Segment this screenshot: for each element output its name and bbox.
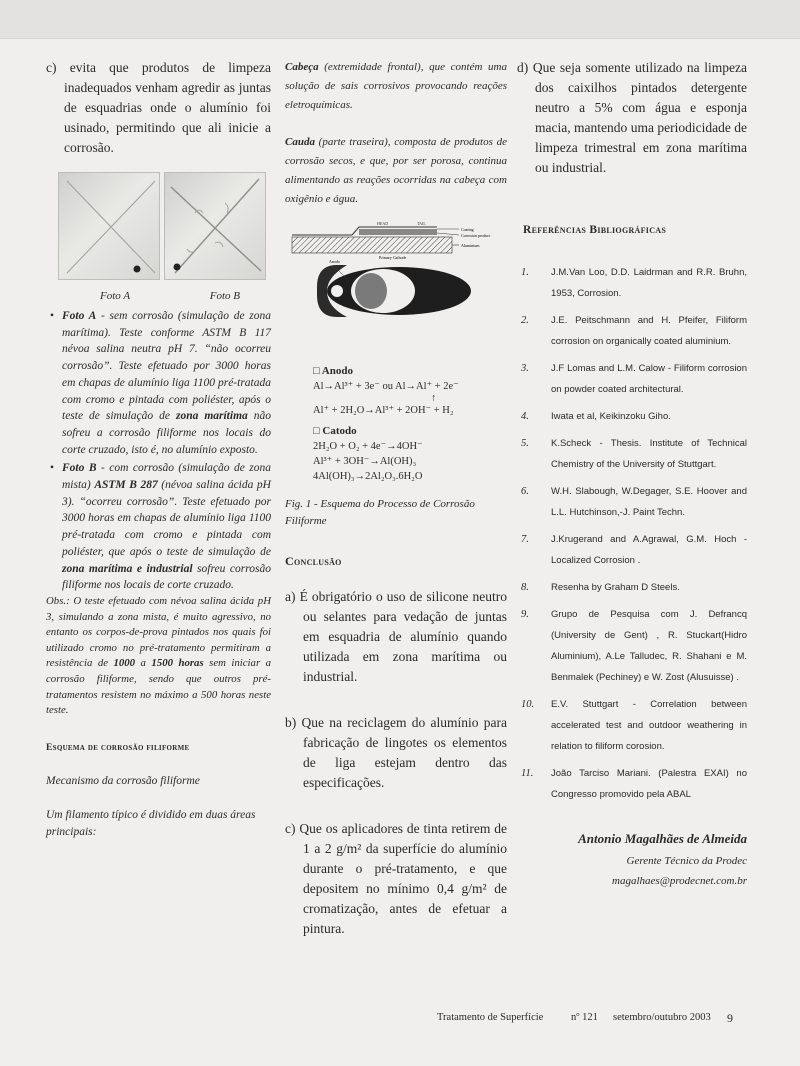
cabeca-paragraph: Cabeça (extremidade frontal), que contém uma solução de sais corrosivos provocando reações eletroquímicas. <box>285 61 507 111</box>
esquema-heading: Esquema de corrosão filiforme <box>46 742 190 753</box>
cabeca-term: Cabeça <box>285 61 319 73</box>
filiform-corrosion-diagram <box>287 221 502 357</box>
photo-a-hole <box>134 266 141 273</box>
references-list <box>517 262 747 805</box>
author-email[interactable]: magalhaes@prodecnet.com.br <box>612 875 747 887</box>
footer-journal: Tratamento de Superfície <box>437 1012 544 1023</box>
label-head: HEAD <box>377 221 389 226</box>
reference-item <box>517 481 747 523</box>
catodo-eq-2: Al³⁺ + 3OH⁻→Al(OH)₃ <box>313 456 417 467</box>
reference-text: Iwata et al, Keikinzoku Giho. <box>551 411 671 422</box>
reference-number: 9. <box>521 609 529 620</box>
reference-item <box>517 358 747 400</box>
item-c-evita: c) evita que produtos de limpeza inadequados venham agredir as juntas de esquadrias onde o alumínio foi usinado, permitindo que ali inicie a corrosão. <box>46 60 271 155</box>
label-tail: TAIL <box>417 221 426 226</box>
anodo-arrow: ↑ <box>431 393 437 404</box>
foto-a-description: • Foto A - sem corrosão (simulação de zona marítima). Teste conforme ASTM B 117 névoa salina neutra pH 7. “não ocorreu corrosão”. Teste efetuado por 3000 horas em chapas de alumínio liga 1100 pré-tratada com cromo e pintada com poliéster, após o teste de simulação de zona marítima não sofreu a corrosão filiforme nos locais do corte cruzado, isto é, no alumínio exposto. <box>46 308 271 458</box>
aluminium-substrate <box>292 237 452 253</box>
photo-a <box>58 172 160 280</box>
foto-b-description: • Foto B - com corrosão (simulação de zona mista) ASTM B 287 (névoa salina ácida pH 3). “ocorreu corrosão”. Teste efetuado por 3000 horas em chapas de alumínio liga 1100 pré-tratada com cromo e pintada com poliéster, que após o teste de simulação de zona marítima e industrial sofreu corrosão filiforme nos locais de corte cruzado. <box>46 460 271 594</box>
conclusao-item-c: c) Que os aplicadores de tinta retirem de 1 a 2 g/m² da superfície do alumínio durante o pré-tratamento, e que depositem no mínimo 0,4 g/m² de cromatização, antes de efetuar a pintura. <box>285 821 507 936</box>
reference-number: 4. <box>521 411 529 422</box>
reference-text: W.H. Slabough, W.Degager, S.E. Hoover and L.L. Hutchinson,-J. Paint Techn. <box>551 486 747 518</box>
reference-text: João Tarciso Mariani. (Palestra EXAI) no Congresso promovido pela ABAL <box>551 768 747 800</box>
figure-caption: Fig. 1 - Esquema do Processo de Corrosão Filiforme <box>285 498 475 527</box>
corrosion-product <box>359 229 437 235</box>
photo-panels <box>58 172 266 280</box>
reference-item <box>517 529 747 571</box>
anodo-heading: □ Anodo <box>313 365 353 377</box>
cauda-paragraph: Cauda (parte traseira), composta de produtos de corrosão secos, e que, por ser porosa, continua alimentando as reações ocorridas na cabeça com oxigênio e água. <box>285 136 507 205</box>
photo-captions <box>100 290 240 302</box>
reference-number: 10. <box>521 699 535 710</box>
reference-text: J.Krugerand and A.Agrawal, G.M. Hoch - Localized Corrosion . <box>551 534 747 566</box>
scan-top-band <box>0 0 800 39</box>
anode-region <box>355 273 387 309</box>
catodo-heading: □ Catodo <box>313 425 357 437</box>
footer-issue: nº 121 <box>571 1012 598 1023</box>
photo-b-scribe-lines <box>165 173 267 279</box>
obs-note: Obs.: O teste efetuado com névoa salina ácida pH 3, simulando a zona mista, é muito agressivo, no entanto os corpos-de-prova pintados nos quais foi utilizado cromo no pré-tratamento permitiram a resistência de 1000 a 1500 horas sem iniciar a corrosão filiforme, sendo que outros pré-tratamentos resistem no máximo a 500 horas neste teste. <box>46 594 272 717</box>
reference-item <box>517 433 747 475</box>
reference-item <box>517 310 747 352</box>
reference-item <box>517 604 747 688</box>
reference-item <box>517 577 747 598</box>
reference-number: 6. <box>521 486 529 497</box>
reference-item <box>517 406 747 427</box>
reference-number: 3. <box>521 363 529 374</box>
label-anodo: Anodo <box>329 259 340 264</box>
reference-text: J.F Lomas and L.M. Calow - Filiform corrosion on powder coated architectural. <box>551 363 747 395</box>
reference-number: 8. <box>521 582 529 593</box>
photo-a-caption: Foto A <box>100 290 131 302</box>
photo-b-caption: Foto B <box>209 290 240 302</box>
reference-number: 5. <box>521 438 529 449</box>
label-coating: Coating <box>461 227 474 232</box>
anodo-eq-1: Al→Al³⁺ + 3e⁻ ou Al→Al⁺ + 2e⁻ <box>313 381 459 392</box>
page-footer <box>437 1012 737 1028</box>
column-right <box>517 58 747 887</box>
footer-page-number: 9 <box>727 1011 733 1025</box>
reference-number: 2. <box>521 315 529 326</box>
reference-item <box>517 694 747 757</box>
anodo-eq-2: Al⁺ + 2H₂O→Al³⁺ + 2OH⁻ + H₂ <box>313 405 454 416</box>
catodo-eq-3: 4Al(OH)₃→2Al₂O₃.6H₂O <box>313 471 423 482</box>
conclusao-item-b: b) Que na reciclagem do alumínio para fabricação de lingotes os elementos de liga estejam dentro das especificações. <box>285 715 507 790</box>
photo-b-hole <box>174 264 181 271</box>
label-corrosion-product: Corrosion product <box>461 233 491 238</box>
foto-a-title: Foto A <box>62 310 97 322</box>
reference-text: K.Scheck - Thesis. Institute of Technical Chemistry of the University of Stuttgart. <box>551 438 747 470</box>
photo-b <box>164 172 266 280</box>
reference-text: E.V. Stuttgart - Correlation between accelerated test and outdoor weathering in relation to filiform corosion. <box>551 699 747 752</box>
catodo-eq-1: 2H₂O + O₂ + 4e⁻→4OH⁻ <box>313 441 423 452</box>
reference-text: Grupo de Pesquisa com J. Defrancq (University de Gent) , R. Stuckart(Hidro Aluminium), A.Le Talludec, R. Shahani e M. Benmalek (Pechiney) e W. Zost (Alusuisse) . <box>551 609 747 683</box>
author-name: Antonio Magalhães de Almeida <box>578 831 747 846</box>
label-primary-cathode: Primary Cathode <box>379 255 407 260</box>
cauda-term: Cauda <box>285 136 315 148</box>
reference-text: J.M.Van Loo, D.D. Laidrman and R.R. Bruhn, 1953, Corrosion. <box>551 267 747 299</box>
footer-date: setembro/outubro 2003 <box>613 1012 711 1023</box>
author-role: Gerente Técnico da Prodec <box>626 855 747 867</box>
reaction-equations <box>313 364 507 484</box>
photo-a-scribe-lines <box>59 173 161 279</box>
conclusao-item-d: d) Que seja somente utilizado na limpeza dos caixilhos pintados detergente neutro a 5% com água e esponja macia, mantendo uma periodicidade de limpeza trimestral em zona marítima ou industrial. <box>517 60 747 175</box>
foto-b-title: Foto B <box>62 462 97 475</box>
mecanismo-text: Mecanismo da corrosão filiforme <box>46 774 200 787</box>
reference-text: J.E. Peitschmann and H. Pfeifer, Filiform corrosion on organically coated aluminium. <box>551 315 747 347</box>
reference-item <box>517 763 747 805</box>
reference-number: 7. <box>521 534 529 545</box>
reference-number: 11. <box>521 768 534 779</box>
reference-text: Resenha by Graham D Steels. <box>551 582 680 593</box>
conclusao-item-a: a) É obrigatório o uso de silicone neutro ou selantes para vedação de juntas em esquadria de alumínio quando utilizada em zona marítima ou industrial. <box>285 589 507 684</box>
column-middle <box>285 58 507 939</box>
reference-item <box>517 262 747 304</box>
reference-number: 1. <box>521 267 529 278</box>
filamento-text: Um filamento típico é dividido em duas áreas principais: <box>46 809 256 839</box>
label-aluminium: Aluminium <box>461 243 480 248</box>
referencias-heading: Referências Bibliográficas <box>523 224 667 236</box>
column-left <box>46 58 271 841</box>
conclusao-heading: Conclusão <box>285 554 342 568</box>
